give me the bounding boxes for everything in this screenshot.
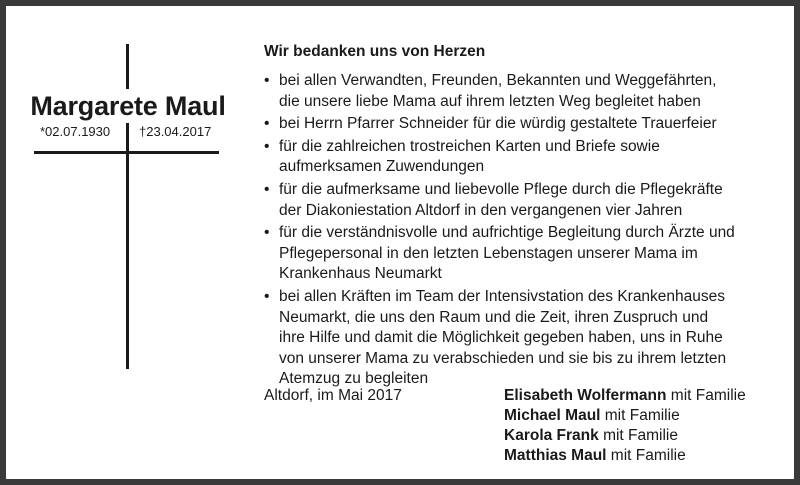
birth-date: *02.07.1930	[40, 122, 112, 142]
list-item	[264, 71, 784, 112]
bullet: •	[264, 180, 270, 198]
signer	[504, 406, 746, 426]
bullet: •	[264, 287, 270, 305]
signer-suffix: mit Familie	[606, 447, 686, 464]
cross-horizontal-bar	[34, 151, 219, 154]
death-date: †23.04.2017	[138, 122, 212, 142]
list-item	[264, 287, 784, 390]
bullet: •	[264, 72, 270, 89]
list-item-line: bei allen Verwandten, Freunden, Bekannten und Weggefährten,	[279, 72, 717, 89]
bullet: •	[264, 224, 270, 242]
list-item-line: Atemzug zu begleiten	[279, 370, 429, 388]
signer	[504, 386, 746, 406]
list-item-line: für die aufmerksame und liebevolle Pflege durch die Pflegekräfte	[279, 180, 723, 198]
signer-suffix: mit Familie	[598, 427, 678, 444]
list-item	[264, 137, 784, 178]
signer-name: Karola Frank	[504, 427, 599, 444]
list-item-line: ihre Hilfe und damit die Möglichkeit gegeben haben, uns in Ruhe	[279, 329, 723, 347]
thanks-list	[264, 71, 784, 392]
list-item-line: für die zahlreichen trostreichen Karten und Briefe sowie	[279, 137, 660, 155]
list-item-line: für die verständnisvolle und aufrichtige Begleitung durch Ärzte und	[279, 224, 735, 242]
list-item-line: Pflegepersonal in den letzten Lebenstagen unserer Mama im	[279, 244, 698, 262]
list-item-line: Krankenhaus Neumarkt	[279, 265, 442, 283]
list-item-line: der Diakoniestation Altdorf in den vergangenen vier Jahren	[279, 201, 683, 219]
deceased-name: Margarete Maul	[30, 91, 226, 121]
signer-suffix: mit Familie	[666, 387, 746, 404]
life-dates	[36, 122, 216, 142]
signer-suffix: mit Familie	[600, 407, 680, 424]
signer-name: Michael Maul	[504, 407, 601, 424]
list-item-line: bei Herrn Pfarrer Schneider für die würdig gestaltete Trauerfeier	[279, 115, 717, 133]
list-item	[264, 180, 784, 221]
signers-list	[504, 386, 746, 466]
list-item	[264, 114, 784, 135]
list-item-line: von unserer Mama zu verabschieden und sie bis zu ihrem letzten	[279, 349, 727, 367]
signer-name: Matthias Maul	[504, 447, 607, 464]
bullet: •	[264, 137, 270, 155]
list-item-line: die unsere liebe Mama auf ihrem letzten Weg begleitet haben	[279, 92, 701, 110]
signer-name: Elisabeth Wolfermann	[504, 387, 667, 404]
list-item-line: aufmerksamen Zuwendungen	[279, 158, 485, 176]
signer	[504, 426, 746, 446]
list-item-line: bei allen Kräften im Team der Intensivstation des Krankenhauses	[279, 287, 726, 305]
list-item-line: Neumarkt, die uns den Raum und die Zeit, ihren Zuspruch und	[279, 308, 709, 326]
list-item	[264, 223, 784, 285]
bullet: •	[264, 115, 270, 133]
signer	[504, 446, 746, 466]
place-and-date: Altdorf, im Mai 2017	[264, 387, 402, 404]
thanks-heading: Wir bedanken uns von Herzen	[264, 43, 486, 60]
